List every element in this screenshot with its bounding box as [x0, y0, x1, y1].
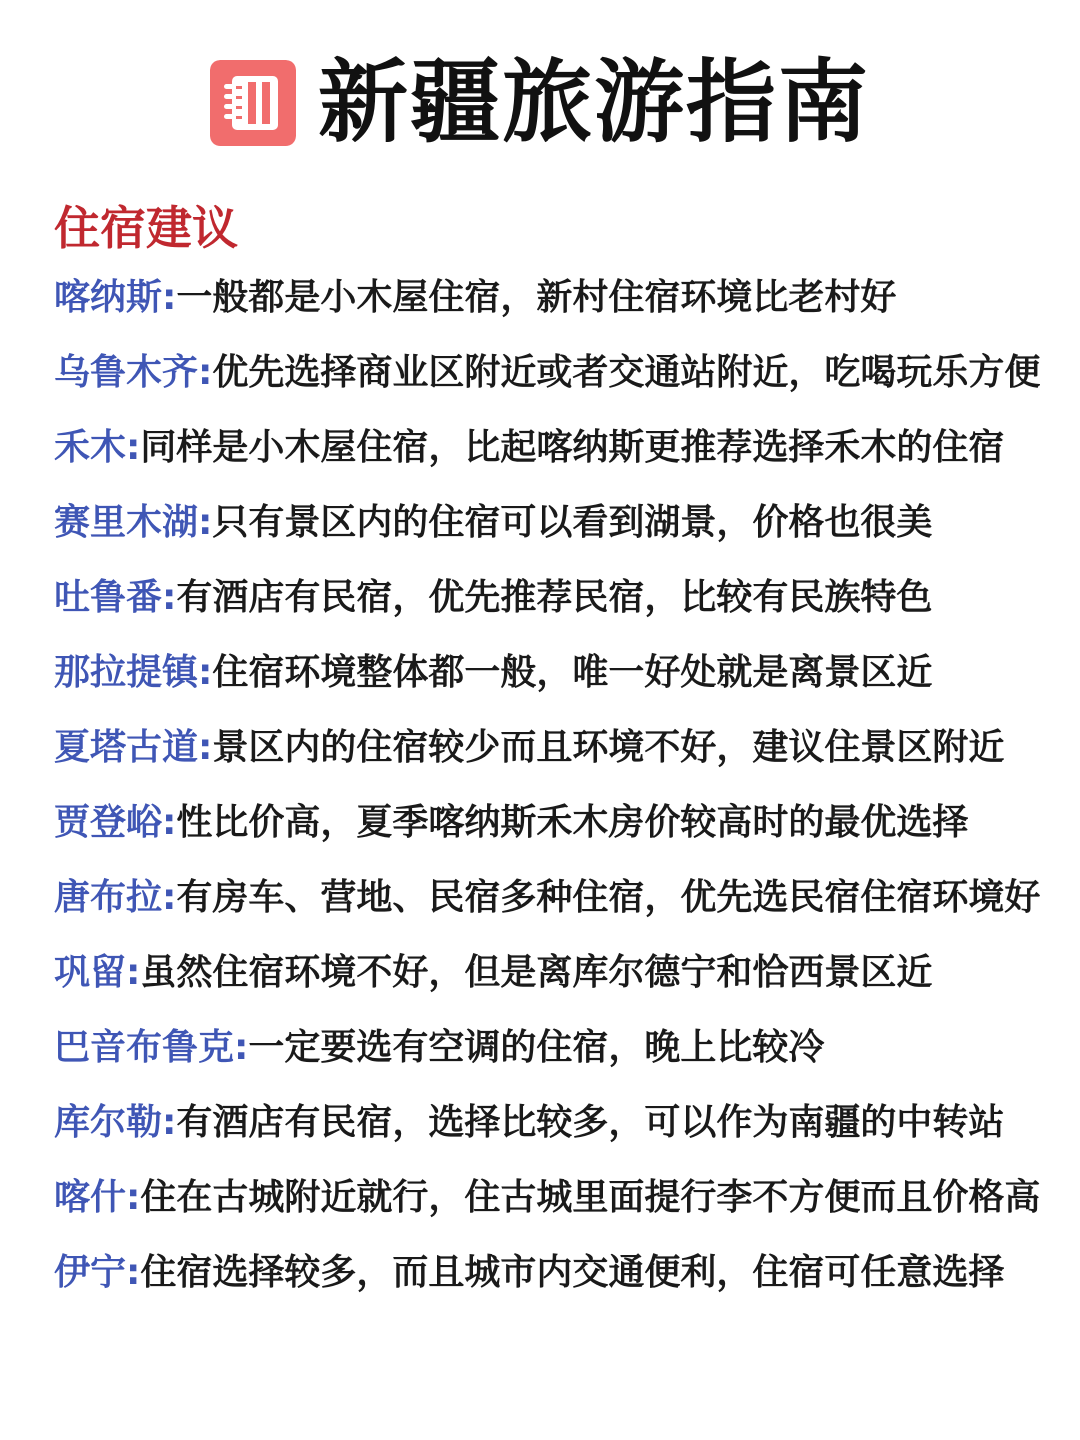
list-item [54, 268, 1064, 343]
place-name: 喀纳斯: [54, 277, 177, 318]
place-advice: 优先选择商业区附近或者交通站附近，吃喝玩乐方便 [212, 352, 1041, 393]
list-item [54, 643, 1064, 718]
place-advice: 有酒店有民宿，选择比较多，可以作为南疆的中转站 [176, 1102, 1005, 1143]
list-item [54, 1243, 1064, 1318]
place-advice: 一定要选有空调的住宿，晚上比较冷 [248, 1027, 825, 1068]
list-item [54, 1093, 1064, 1168]
place-name: 贾登峪: [54, 802, 177, 843]
list-item [54, 793, 1064, 868]
place-name: 夏塔古道: [54, 727, 213, 768]
place-name: 库尔勒: [54, 1102, 177, 1143]
place-advice: 景区内的住宿较少而且环境不好，建议住景区附近 [212, 727, 1005, 768]
place-advice: 有酒店有民宿，优先推荐民宿，比较有民族特色 [176, 577, 933, 618]
accommodation-list [54, 268, 1064, 1318]
place-name: 吐鲁番: [54, 577, 177, 618]
place-name: 唐布拉: [54, 877, 177, 918]
place-advice: 住宿选择较多，而且城市内交通便利，住宿可任意选择 [140, 1252, 1005, 1293]
section-title: 住宿建议 [54, 201, 238, 255]
place-name: 乌鲁木齐: [54, 352, 213, 393]
notebook-icon [210, 60, 296, 146]
page-header [0, 48, 1080, 158]
place-name: 巩留: [54, 952, 141, 993]
place-name: 巴音布鲁克: [54, 1027, 249, 1068]
place-name: 伊宁: [54, 1252, 141, 1293]
place-advice: 只有景区内的住宿可以看到湖景，价格也很美 [212, 502, 933, 543]
list-item [54, 1018, 1064, 1093]
list-item [54, 568, 1064, 643]
list-item [54, 343, 1064, 418]
list-item [54, 868, 1064, 943]
place-advice: 一般都是小木屋住宿，新村住宿环境比老村好 [176, 277, 897, 318]
list-item [54, 1168, 1064, 1243]
place-advice: 住宿环境整体都一般，唯一好处就是离景区近 [212, 652, 933, 693]
place-advice: 同样是小木屋住宿，比起喀纳斯更推荐选择禾木的住宿 [140, 427, 1005, 468]
place-advice: 虽然住宿环境不好，但是离库尔德宁和恰西景区近 [140, 952, 933, 993]
list-item [54, 418, 1064, 493]
place-name: 赛里木湖: [54, 502, 213, 543]
place-advice: 住在古城附近就行，住古城里面提行李不方便而且价格高 [140, 1177, 1041, 1218]
list-item [54, 493, 1064, 568]
place-name: 那拉提镇: [54, 652, 213, 693]
page-title: 新疆旅游指南 [318, 50, 870, 155]
place-advice: 有房车、营地、民宿多种住宿，优先选民宿住宿环境好 [176, 877, 1041, 918]
place-name: 禾木: [54, 427, 141, 468]
list-item [54, 718, 1064, 793]
place-advice: 性比价高，夏季喀纳斯禾木房价较高时的最优选择 [176, 802, 969, 843]
place-name: 喀什: [54, 1177, 141, 1218]
list-item [54, 943, 1064, 1018]
